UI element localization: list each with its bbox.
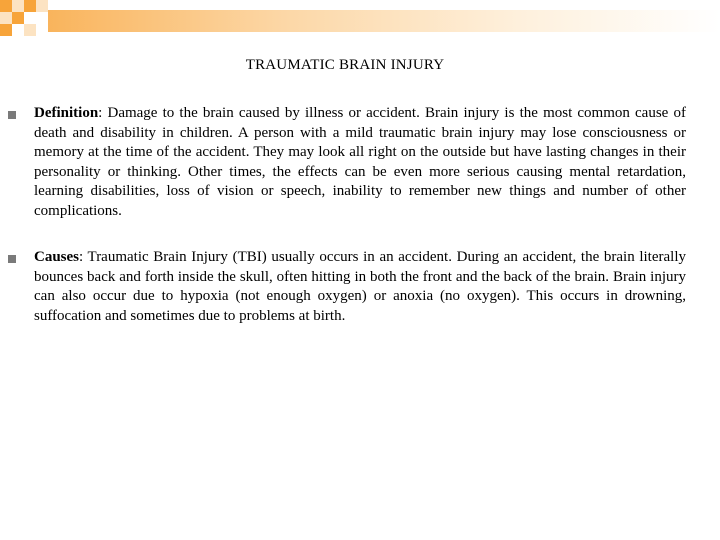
decor-square <box>0 0 12 12</box>
bullet-term: Definition <box>34 105 99 121</box>
decor-square <box>36 0 48 12</box>
decor-square <box>0 12 12 24</box>
decor-square <box>12 12 24 24</box>
bullet-body: : Traumatic Brain Injury (TBI) usually occurs in an accident. During an accident, the brain literally bounces back and forth inside the skull, often hitting in both the front and the back of the brain. Brain injury can also occur due to hypoxia (not enough oxygen) or anoxia (no oxygen). This occurs in drowning, suffocation and sometimes due to problems at birth. <box>34 249 686 324</box>
decor-square <box>12 0 24 12</box>
decor-square <box>24 0 36 12</box>
bullet-term: Causes <box>34 249 80 265</box>
gradient-bar <box>48 10 720 32</box>
bullet-body: : Damage to the brain caused by illness or accident. Brain injury is the most common cause of death and disability in children. A person with a mild traumatic brain injury may lose consciousness or memory at the time of the accident. They may look all right on the outside but have lasting changes in their personality or thinking. Other times, the effects can be even more serious causing mental retardation, learning disabilities, loss of vision or speech, inability to remember new things and number of other complications. <box>34 105 686 219</box>
decorative-header <box>0 0 720 40</box>
decor-square <box>24 24 36 36</box>
square-bullet-icon <box>8 111 16 119</box>
bullet-text <box>34 104 686 221</box>
slide-title: TRAUMATIC BRAIN INJURY <box>245 57 445 73</box>
decor-square <box>0 24 12 36</box>
bullet-text <box>34 248 686 326</box>
square-bullet-icon <box>8 255 16 263</box>
